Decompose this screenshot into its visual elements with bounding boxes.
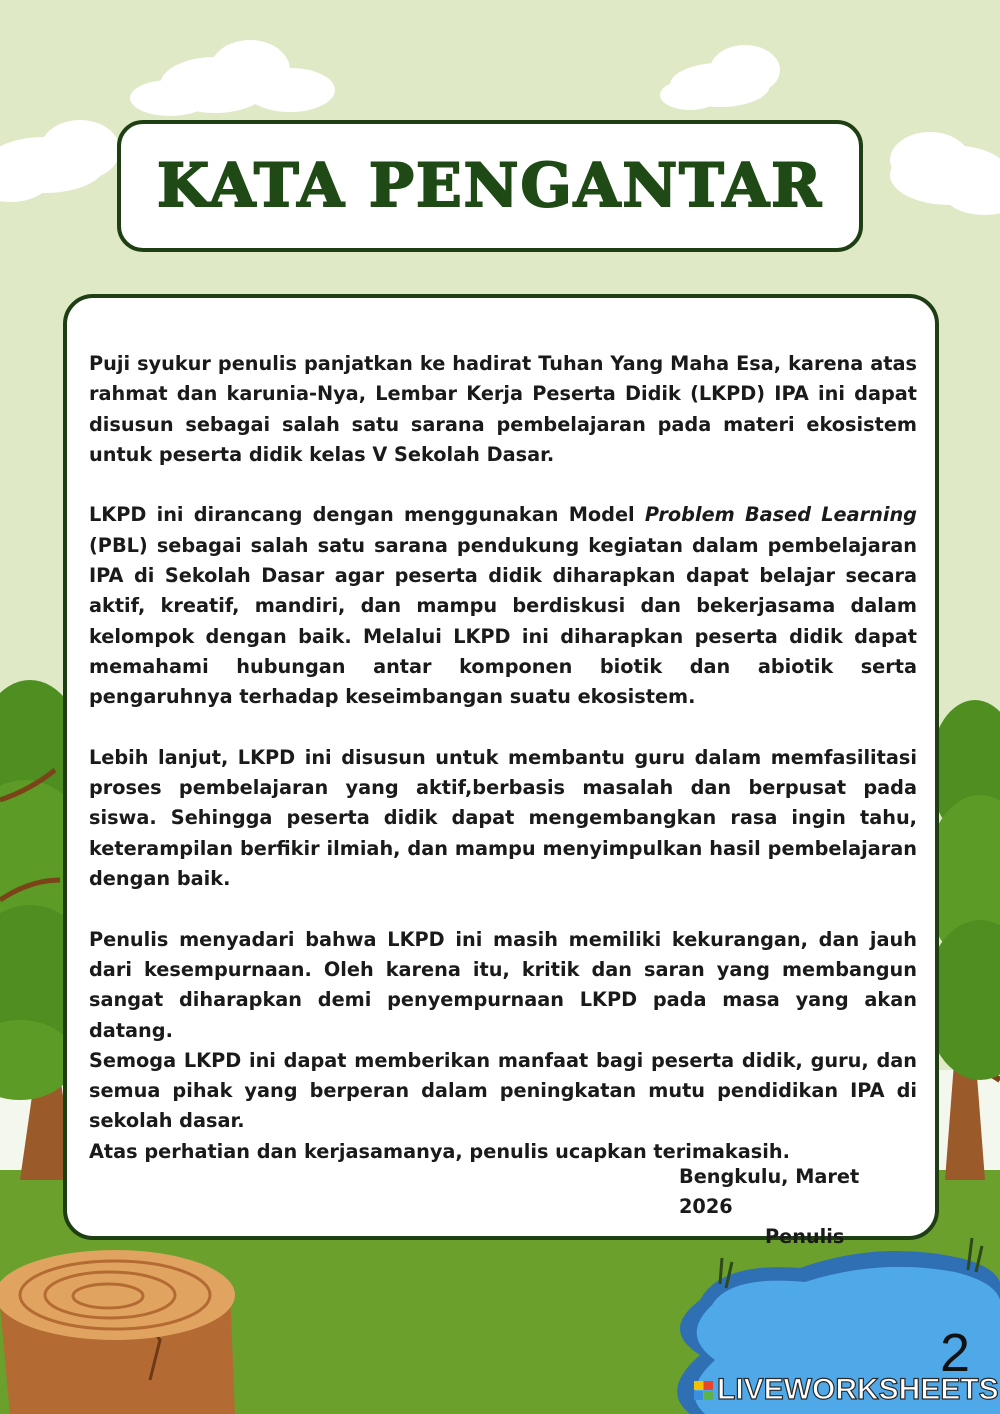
paragraph <box>89 500 917 712</box>
page-number: 2 <box>940 1323 971 1383</box>
title-box <box>117 120 863 252</box>
paragraph: Atas perhatian dan kerjasamanya, penulis ucapkan terimakasih. <box>89 1139 790 1163</box>
signature-role: Penulis <box>765 1225 845 1248</box>
liveworksheets-logo-icon <box>694 1381 713 1400</box>
paragraph-text: (PBL) sebagai salah satu sarana pendukung kegiatan dalam pembelajaran IPA di Sekolah Dasar agar peserta didik diharapkan dapat belajar secara aktif, kreatif, mandiri, dan mampu berdiskusi dan bekerjasama dalam kelompok dengan baik. Melalui LKPD ini diharapkan peserta didik dapat memahami hubungan antar komponen biotik dan abiotik serta pengaruhnya terhadap keseimbangan suatu ekosistem. <box>89 533 917 709</box>
paragraph: Puji syukur penulis panjatkan ke hadirat Tuhan Yang Maha Esa, karena atas rahmat dan karunia-Nya, Lembar Kerja Peserta Didik (LKPD) IPA ini dapat disusun sebagai salah satu sarana pembelajaran pada materi ekosistem untuk peserta didik kelas V Sekolah Dasar. <box>89 352 917 466</box>
watermark-text: LIVEWORKSHEETS <box>717 1373 999 1406</box>
signature-place-date: Bengkulu, Maret 2026 <box>679 1165 860 1218</box>
paragraph-italic-text: Problem Based Learning <box>644 503 917 527</box>
paragraph: Penulis menyadari bahwa LKPD ini masih memiliki kekurangan, dan jauh dari kesempurnaan. Oleh karena itu, kritik dan saran yang membangun sangat diharapkan demi penyempurnaan LKPD pada masa yang akan datang. <box>89 927 917 1042</box>
content-box <box>63 294 939 1248</box>
signature-block <box>679 1162 909 1252</box>
paragraph-text: LKPD ini dirancang dengan menggunakan Model <box>89 503 645 527</box>
paragraph: Semoga LKPD ini dapat memberikan manfaat bagi peserta didik, guru, dan semua pihak yang berperan dalam peningkatan mutu pendidikan IPA di sekolah dasar. <box>89 1048 917 1133</box>
tree-stump-icon <box>0 1250 235 1414</box>
paragraph: Lebih lanjut, LKPD ini disusun untuk membantu guru dalam memfasilitasi proses pembelajaran yang aktif,berbasis masalah dan berpusat pada siswa. Sehingga peserta didik dapat mengembangkan rasa ingin tahu, keterampilan berfikir ilmiah, dan mampu menyimpulkan hasil pembelajaran dengan baik. <box>89 745 917 891</box>
watermark <box>694 1374 999 1406</box>
page-title: KATA PENGANTAR <box>157 151 823 221</box>
body-text <box>89 349 917 1167</box>
